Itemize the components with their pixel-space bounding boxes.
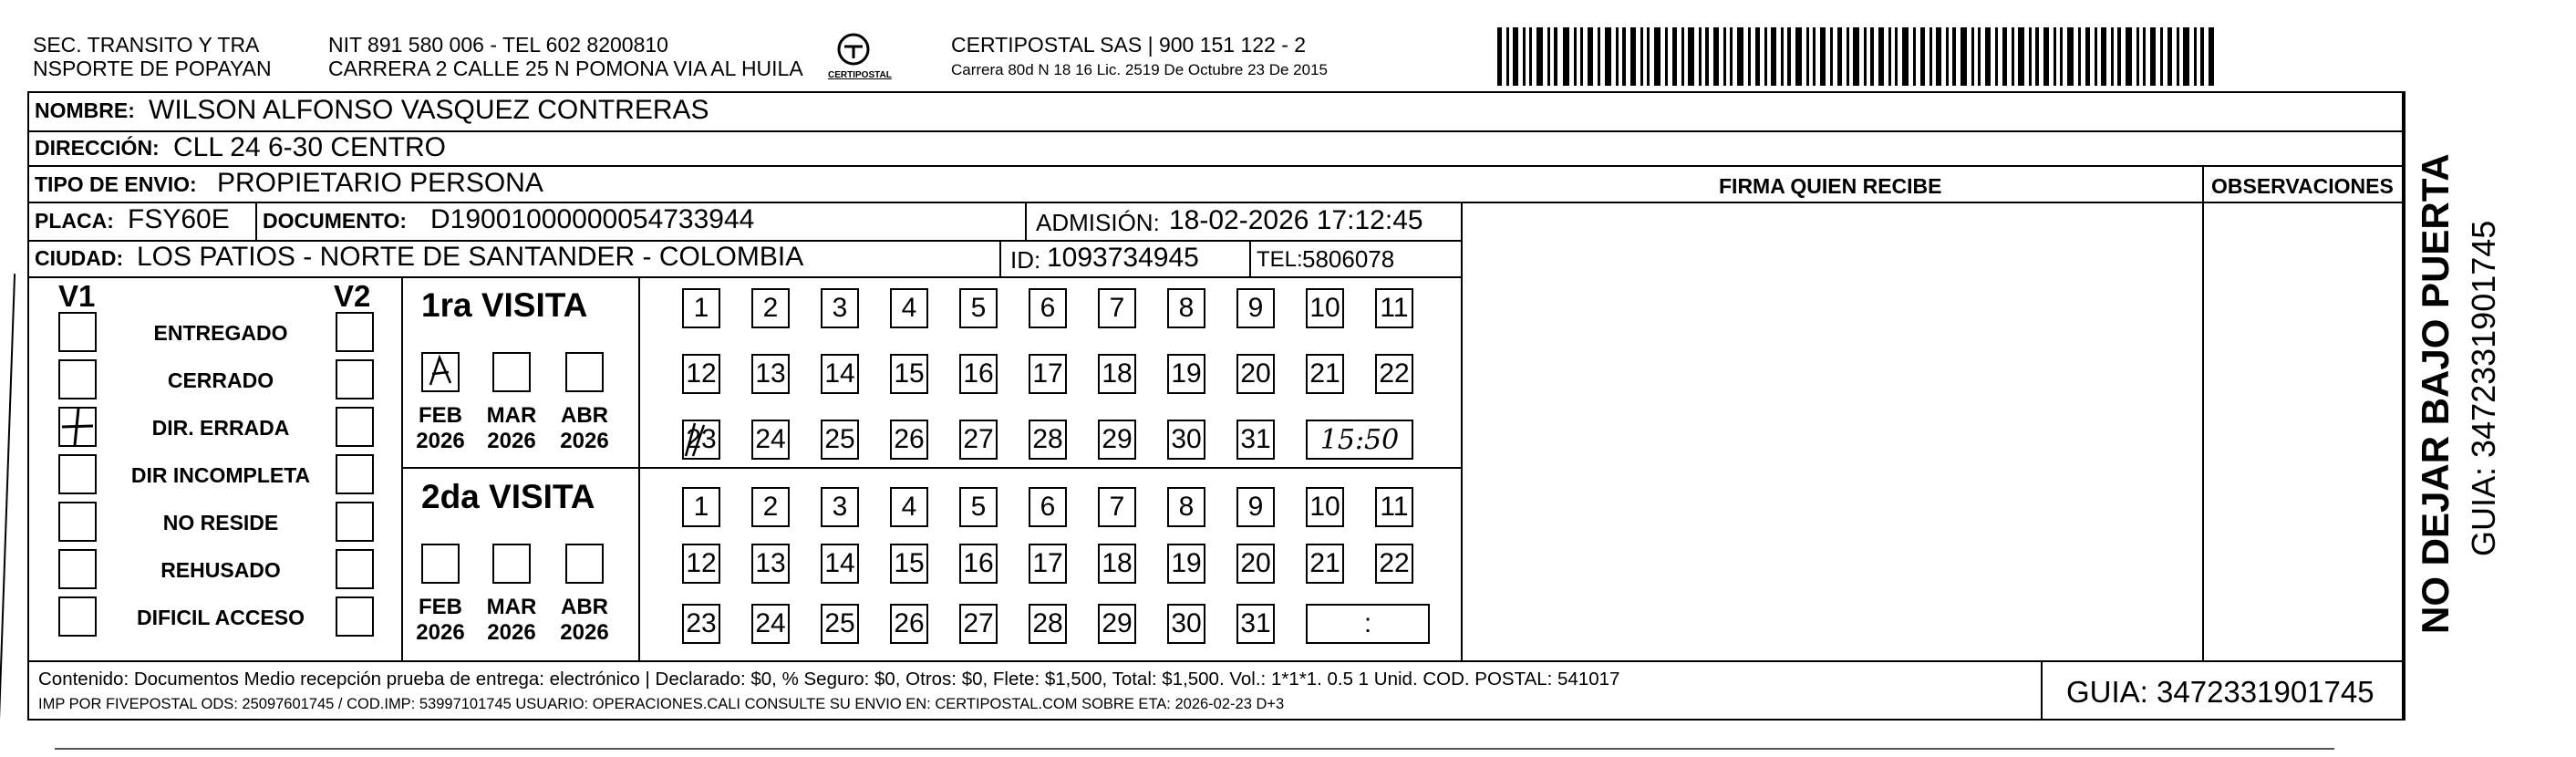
rule — [27, 165, 2404, 167]
nombre-label-text: NOMBRE: — [35, 99, 135, 122]
tel-value: 5806078 — [1302, 245, 1395, 273]
first-day-19[interactable]: 19 — [1167, 354, 1205, 394]
first-day-13[interactable]: 13 — [751, 354, 790, 394]
license-line: Carrera 80d N 18 16 Lic. 2519 De Octubre 23 De 2015 — [951, 61, 1328, 78]
firma-header: FIRMA QUIEN RECIBE — [1719, 174, 1942, 198]
tipo-envio-label — [35, 174, 197, 195]
month-label-abr — [553, 595, 616, 645]
second-day-7[interactable]: 7 — [1098, 487, 1136, 527]
admision-value: 18-02-2026 17:12:45 — [1169, 205, 1423, 235]
second-day-16[interactable]: 16 — [959, 544, 998, 584]
second-visit-month-mar[interactable] — [492, 544, 531, 584]
v2-checkbox-rehusado[interactable] — [336, 549, 374, 589]
placa-label-text: PLACA: — [35, 209, 114, 233]
v1-checkbox-entregado[interactable] — [58, 312, 97, 352]
handwritten-check-mark — [58, 407, 97, 447]
first-day-5[interactable]: 5 — [959, 288, 998, 328]
second-day-13[interactable]: 13 — [751, 544, 790, 584]
first-day-17[interactable]: 17 — [1029, 354, 1067, 394]
rule — [1249, 240, 1251, 276]
month-year: 2026 — [416, 619, 465, 645]
status-entregado: ENTREGADO — [153, 321, 288, 345]
month-label-mar — [480, 403, 543, 453]
documento-value: D19001000000054733944 — [430, 204, 755, 234]
admision-label: ADMISIÓN: — [1036, 209, 1160, 236]
rule — [1025, 202, 1027, 240]
rule — [2202, 165, 2204, 660]
second-day-28[interactable]: 28 — [1029, 604, 1067, 644]
rule — [27, 276, 1461, 278]
second-day-15[interactable]: 15 — [890, 544, 928, 584]
second-day-8[interactable]: 8 — [1167, 487, 1205, 527]
second-day-6[interactable]: 6 — [1029, 487, 1067, 527]
footer-guia: GUIA: 3472331901745 — [2066, 675, 2374, 709]
observaciones-header: OBSERVACIONES — [2211, 174, 2394, 198]
second-day-30[interactable]: 30 — [1167, 604, 1205, 644]
v2-label: V2 — [334, 279, 371, 313]
second-day-27[interactable]: 27 — [959, 604, 998, 644]
sender-line-1: SEC. TRANSITO Y TRA — [33, 33, 260, 57]
second-day-22[interactable]: 22 — [1375, 544, 1413, 584]
handwritten-day-mark — [682, 420, 720, 460]
first-visit-month-mar[interactable] — [492, 352, 531, 392]
first-day-8[interactable]: 8 — [1167, 288, 1205, 328]
first-day-15[interactable]: 15 — [890, 354, 928, 394]
side-guia: GUIA: 3472331901745 — [2465, 220, 2502, 556]
status-cerrado: CERRADO — [167, 368, 274, 392]
first-day-12[interactable]: 12 — [682, 354, 720, 394]
first-day-21[interactable]: 21 — [1306, 354, 1344, 394]
second-day-20[interactable]: 20 — [1236, 544, 1275, 584]
id-value: 1093734945 — [1047, 243, 1199, 273]
second-day-9[interactable]: 9 — [1236, 487, 1275, 527]
tipo-envio-value: PROPIETARIO PERSONA — [217, 168, 543, 198]
month-label-feb — [409, 595, 472, 645]
second-day-24[interactable]: 24 — [751, 604, 790, 644]
status-no-reside: NO RESIDE — [162, 511, 279, 534]
rule — [2041, 660, 2043, 721]
direccion-value: CLL 24 6-30 CENTRO — [173, 132, 447, 162]
second-day-21[interactable]: 21 — [1306, 544, 1344, 584]
nit-line: NIT 891 580 006 - TEL 602 8200810 — [328, 33, 668, 57]
documento-label — [263, 211, 407, 232]
first-day-23[interactable] — [682, 420, 720, 460]
month-label-mar — [480, 595, 543, 645]
placa-label — [35, 211, 114, 232]
month-name: MAR — [486, 403, 537, 428]
v1-checkbox-cerrado[interactable] — [58, 359, 97, 399]
first-day-26[interactable]: 26 — [890, 420, 928, 460]
first-day-25[interactable]: 25 — [821, 420, 859, 460]
month-name: ABR — [561, 595, 608, 619]
first-day-31[interactable]: 31 — [1236, 420, 1275, 460]
month-name: FEB — [419, 403, 462, 428]
second-day-1[interactable]: 1 — [682, 487, 720, 527]
first-day-28[interactable]: 28 — [1029, 420, 1067, 460]
v1-checkbox-no-reside[interactable] — [58, 502, 97, 542]
second-day-3[interactable]: 3 — [821, 487, 859, 527]
v1-checkbox-dificil-acceso[interactable] — [58, 596, 97, 637]
first-day-22[interactable]: 22 — [1375, 354, 1413, 394]
no-dejar-bajo-puerta: NO DEJAR BAJO PUERTA — [2414, 153, 2457, 634]
second-visit-month-feb[interactable] — [421, 544, 460, 584]
month-year: 2026 — [416, 428, 465, 453]
month-name: MAR — [486, 595, 537, 619]
rule — [255, 202, 257, 240]
ciudad-value: LOS PATIOS - NORTE DE SANTANDER - COLOMBIA — [137, 242, 804, 272]
month-name: FEB — [419, 595, 462, 619]
v2-checkbox-dificil-acceso[interactable] — [336, 596, 374, 637]
placa-value: FSY60E — [128, 204, 230, 234]
direccion-label — [35, 138, 160, 159]
rule — [27, 202, 2404, 203]
first-day-9[interactable]: 9 — [1236, 288, 1275, 328]
first-day-30[interactable]: 30 — [1167, 420, 1205, 460]
first-visit-month-abr[interactable] — [565, 352, 604, 392]
direccion-label-text: DIRECCIÓN: — [35, 136, 160, 160]
page-bottom-edge — [55, 748, 2334, 750]
first-visit-month-feb[interactable] — [421, 352, 460, 392]
v1-checkbox-dir-errada[interactable] — [58, 407, 97, 447]
first-day-4[interactable]: 4 — [890, 288, 928, 328]
nombre-value: WILSON ALFONSO VASQUEZ CONTRERAS — [149, 95, 709, 125]
barcode — [1497, 27, 2216, 86]
month-year: 2026 — [487, 428, 536, 453]
second-day-10[interactable]: 10 — [1306, 487, 1344, 527]
v2-checkbox-dir-errada[interactable] — [336, 407, 374, 447]
v2-checkbox-cerrado[interactable] — [336, 359, 374, 399]
certipostal-logo — [835, 31, 872, 67]
month-name: ABR — [561, 403, 608, 428]
tel-label: TEL: — [1257, 247, 1303, 272]
rule — [2404, 91, 2405, 721]
second-day-18[interactable]: 18 — [1098, 544, 1136, 584]
first-day-10[interactable]: 10 — [1306, 288, 1344, 328]
rule — [401, 467, 1461, 469]
month-label-abr — [553, 403, 616, 453]
first-day-6[interactable]: 6 — [1029, 288, 1067, 328]
ciudad-label — [35, 248, 123, 269]
first-day-29[interactable]: 29 — [1098, 420, 1136, 460]
first-visit-title: 1ra VISITA — [421, 286, 588, 324]
second-day-5[interactable]: 5 — [959, 487, 998, 527]
second-day-23[interactable]: 23 — [682, 604, 720, 644]
rule — [1461, 202, 1463, 660]
first-visit-time[interactable]: 15:50 — [1306, 420, 1413, 460]
second-visit-time[interactable]: : — [1306, 604, 1430, 644]
second-day-31[interactable]: 31 — [1236, 604, 1275, 644]
v1-label: V1 — [58, 279, 96, 313]
status-dificil-acceso: DIFICIL ACCESO — [136, 606, 305, 629]
rule — [638, 276, 640, 660]
v2-checkbox-dir-incompleta[interactable] — [336, 454, 374, 494]
contenido-text: Contenido: Documentos Medio recepción prueba de entrega: electrónico | Declarado: $0, % Seguro: $0, Otros: $0, Flete: $1,500, Total: $1,500. Vol.: 1*1*1. 0.5 1 Unid. COD. POSTAL: 541017 — [38, 669, 1620, 690]
handwritten-month-mark — [421, 352, 460, 392]
logo-caption: CERTIPOSTAL — [828, 70, 892, 80]
sender-line-2: NSPORTE DE POPAYAN — [33, 57, 272, 80]
status-rehusado: REHUSADO — [160, 558, 281, 582]
address-line: CARRERA 2 CALLE 25 N POMONA VIA AL HUILA — [328, 57, 803, 80]
first-day-11[interactable]: 11 — [1375, 288, 1413, 328]
second-day-12[interactable]: 12 — [682, 544, 720, 584]
first-day-18[interactable]: 18 — [1098, 354, 1136, 394]
rule — [401, 276, 403, 660]
first-day-23-label: 23 — [686, 424, 717, 454]
first-day-16[interactable]: 16 — [959, 354, 998, 394]
first-day-3[interactable]: 3 — [821, 288, 859, 328]
second-day-14[interactable]: 14 — [821, 544, 859, 584]
second-visit-title: 2da VISITA — [421, 478, 595, 515]
page-edge-line — [0, 274, 16, 748]
first-day-14[interactable]: 14 — [821, 354, 859, 394]
second-day-4[interactable]: 4 — [890, 487, 928, 527]
company-line: CERTIPOSTAL SAS | 900 151 122 - 2 — [951, 33, 1307, 57]
second-day-26[interactable]: 26 — [890, 604, 928, 644]
tipo-envio-label-text: TIPO DE ENVIO: — [35, 172, 197, 196]
v2-checkbox-no-reside[interactable] — [336, 502, 374, 542]
first-day-24[interactable]: 24 — [751, 420, 790, 460]
second-day-19[interactable]: 19 — [1167, 544, 1205, 584]
status-dir-errada: DIR. ERRADA — [151, 416, 290, 440]
status-dir-incompleta: DIR INCOMPLETA — [130, 463, 311, 487]
id-label: ID: — [1010, 246, 1041, 274]
documento-label-text: DOCUMENTO: — [263, 209, 408, 233]
first-day-1[interactable]: 1 — [682, 288, 720, 328]
v1-checkbox-dir-incompleta[interactable] — [58, 454, 97, 494]
first-day-20[interactable]: 20 — [1236, 354, 1275, 394]
second-day-25[interactable]: 25 — [821, 604, 859, 644]
second-day-29[interactable]: 29 — [1098, 604, 1136, 644]
first-day-7[interactable]: 7 — [1098, 288, 1136, 328]
second-day-2[interactable]: 2 — [751, 487, 790, 527]
month-year: 2026 — [560, 428, 609, 453]
rule — [999, 240, 1001, 276]
month-label-feb — [409, 403, 472, 453]
rule — [27, 660, 2404, 662]
second-day-11[interactable]: 11 — [1375, 487, 1413, 527]
month-year: 2026 — [487, 619, 536, 645]
ciudad-label-text: CIUDAD: — [35, 246, 124, 270]
v2-checkbox-entregado[interactable] — [336, 312, 374, 352]
first-day-27[interactable]: 27 — [959, 420, 998, 460]
imp-text: IMP POR FIVEPOSTAL ODS: 25097601745 / COD.IMP: 53997101745 USUARIO: OPERACIONES.CALI CONSULTE SU ENVIO EN: CERTIPOSTAL.COM SOBRE ETA: 2026-02-23 D+3 — [38, 696, 1285, 712]
v1-checkbox-rehusado[interactable] — [58, 549, 97, 589]
second-visit-month-abr[interactable] — [565, 544, 604, 584]
month-year: 2026 — [560, 619, 609, 645]
second-day-17[interactable]: 17 — [1029, 544, 1067, 584]
first-day-2[interactable]: 2 — [751, 288, 790, 328]
nombre-label — [35, 100, 135, 121]
